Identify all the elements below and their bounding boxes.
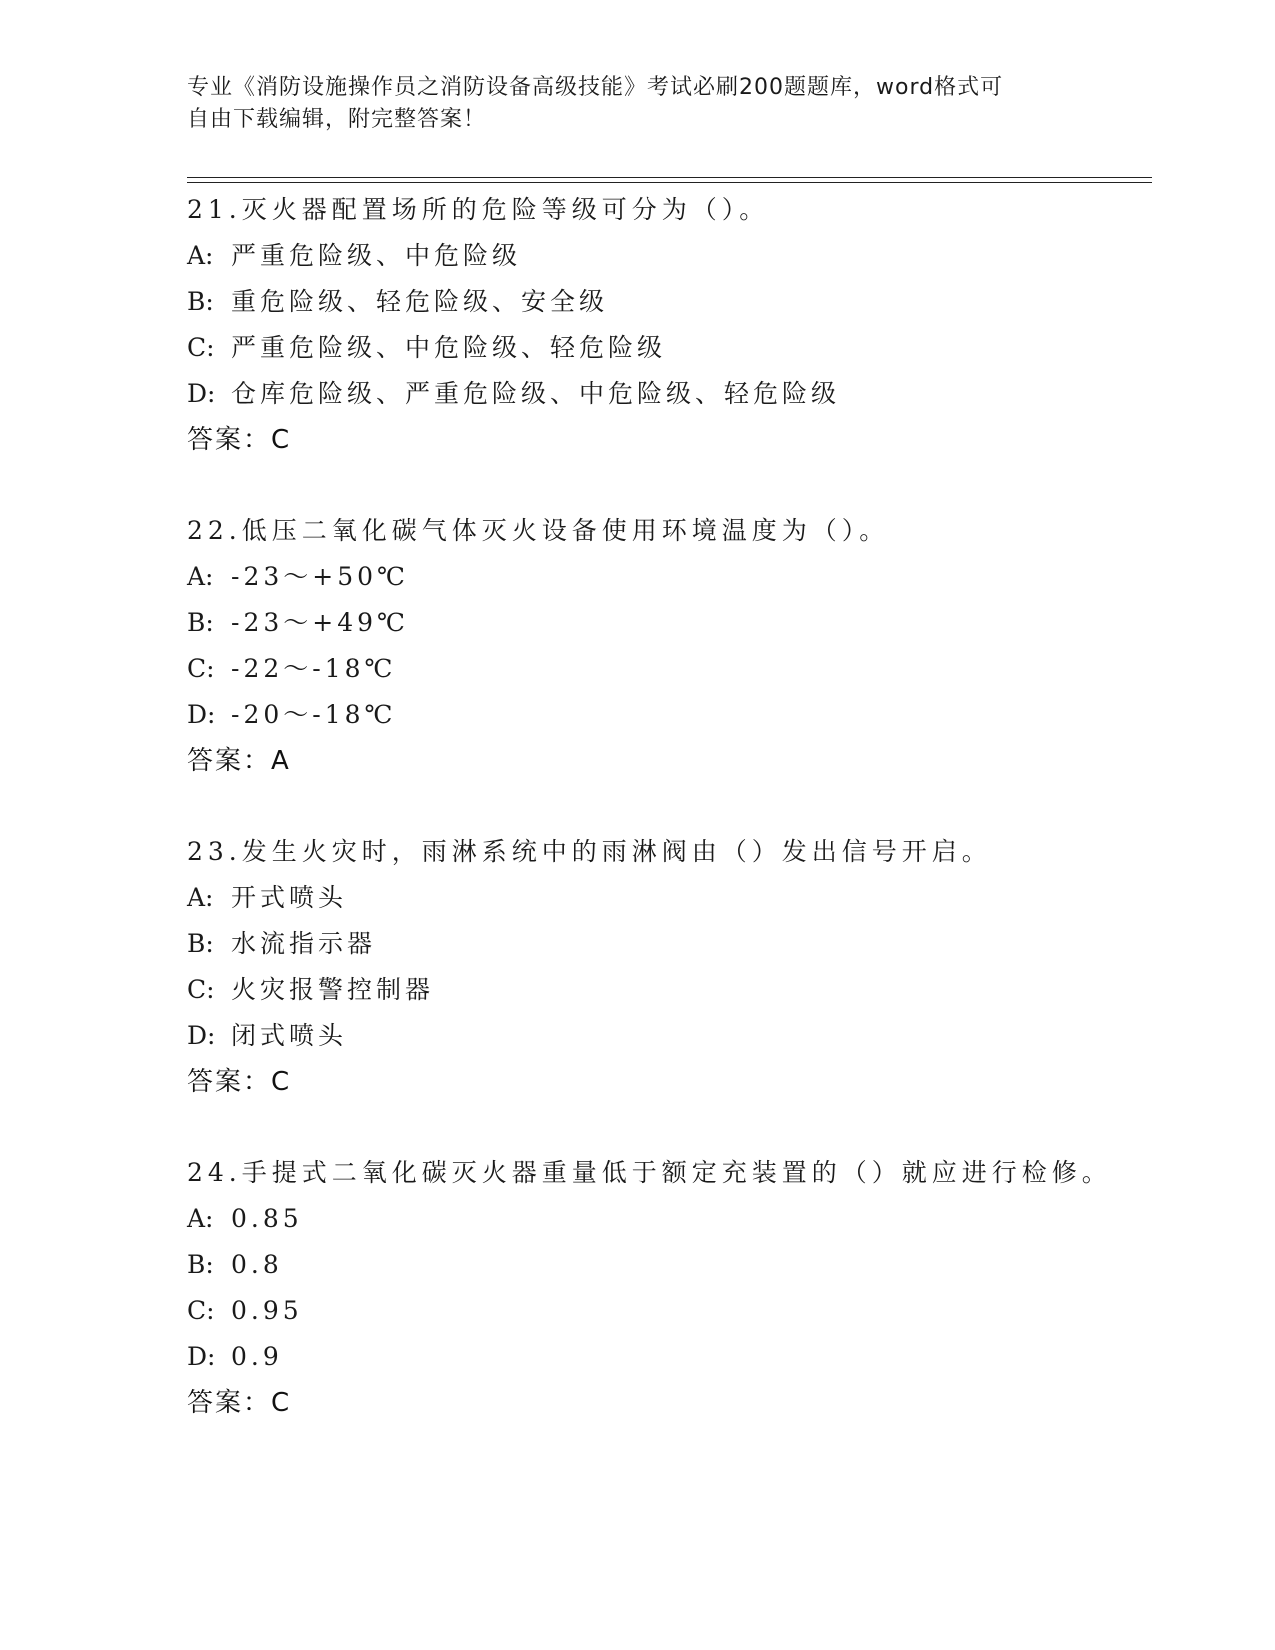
- option-d: [187, 692, 1147, 738]
- option-text: 重危险级、轻危险级、安全级: [231, 287, 609, 316]
- option-letter: B:: [187, 287, 214, 316]
- option-letter: C:: [187, 975, 215, 1004]
- option-letter: A:: [187, 562, 214, 591]
- option-text: -23～+50℃: [231, 562, 409, 591]
- option-text: 水流指示器: [231, 929, 377, 958]
- answer-line: 答案：C: [187, 1067, 292, 1097]
- header-line-1: 专业《消防设施操作员之消防设备高级技能》考试必刷200题题库，word格式可: [187, 75, 1004, 100]
- document-header: [187, 72, 1067, 136]
- option-letter: B:: [187, 1250, 214, 1279]
- question-24: [187, 1150, 1147, 1426]
- option-a: [187, 1196, 1147, 1242]
- option-c: [187, 1288, 1147, 1334]
- option-letter: D:: [187, 700, 216, 729]
- option-text: 0.9: [231, 1342, 283, 1371]
- option-text: 0.85: [231, 1204, 303, 1233]
- header-line-2: 自由下载编辑，附完整答案！: [187, 107, 487, 132]
- option-letter: A:: [187, 241, 214, 270]
- question-text: 22.低压二氧化碳气体灭火设备使用环境温度为（）。: [187, 516, 890, 545]
- answer-line: 答案：C: [187, 1388, 292, 1418]
- option-c: [187, 967, 1147, 1013]
- option-c: [187, 325, 1147, 371]
- option-d: [187, 1334, 1147, 1380]
- option-b: [187, 1242, 1147, 1288]
- option-letter: A:: [187, 1204, 214, 1233]
- option-letter: B:: [187, 929, 214, 958]
- option-letter: D:: [187, 1021, 216, 1050]
- header-divider-bottom: [187, 182, 1152, 183]
- option-letter: C:: [187, 333, 215, 362]
- option-text: 严重危险级、中危险级: [231, 241, 522, 270]
- question-22: [187, 508, 1147, 784]
- question-text: 24.手提式二氧化碳灭火器重量低于额定充装置的（）就应进行检修。: [187, 1158, 1112, 1187]
- question-text: 21.灭火器配置场所的危险等级可分为（）。: [187, 195, 770, 224]
- option-letter: C:: [187, 654, 215, 683]
- option-letter: A:: [187, 883, 214, 912]
- option-text: 仓库危险级、严重危险级、中危险级、轻危险级: [231, 379, 841, 408]
- answer-line: 答案：C: [187, 425, 292, 455]
- option-d: [187, 371, 1147, 417]
- option-text: -22～-18℃: [231, 654, 397, 683]
- header-divider-top: [187, 177, 1152, 178]
- option-a: [187, 233, 1147, 279]
- option-text: 开式喷头: [231, 883, 348, 912]
- option-text: 0.8: [231, 1250, 283, 1279]
- option-letter: C:: [187, 1296, 215, 1325]
- option-text: 严重危险级、中危险级、轻危险级: [231, 333, 667, 362]
- option-a: [187, 875, 1147, 921]
- question-21: [187, 187, 1147, 463]
- option-b: [187, 600, 1147, 646]
- option-letter: D:: [187, 1342, 216, 1371]
- question-23: [187, 829, 1147, 1105]
- option-letter: B:: [187, 608, 214, 637]
- option-text: -20～-18℃: [231, 700, 397, 729]
- answer-line: 答案：A: [187, 746, 291, 776]
- option-d: [187, 1013, 1147, 1059]
- option-a: [187, 554, 1147, 600]
- option-text: 0.95: [231, 1296, 303, 1325]
- option-b: [187, 279, 1147, 325]
- option-letter: D:: [187, 379, 216, 408]
- option-c: [187, 646, 1147, 692]
- option-b: [187, 921, 1147, 967]
- question-text: 23.发生火灾时，雨淋系统中的雨淋阀由（）发出信号开启。: [187, 837, 992, 866]
- option-text: 闭式喷头: [231, 1021, 348, 1050]
- option-text: -23～+49℃: [231, 608, 409, 637]
- option-text: 火灾报警控制器: [231, 975, 435, 1004]
